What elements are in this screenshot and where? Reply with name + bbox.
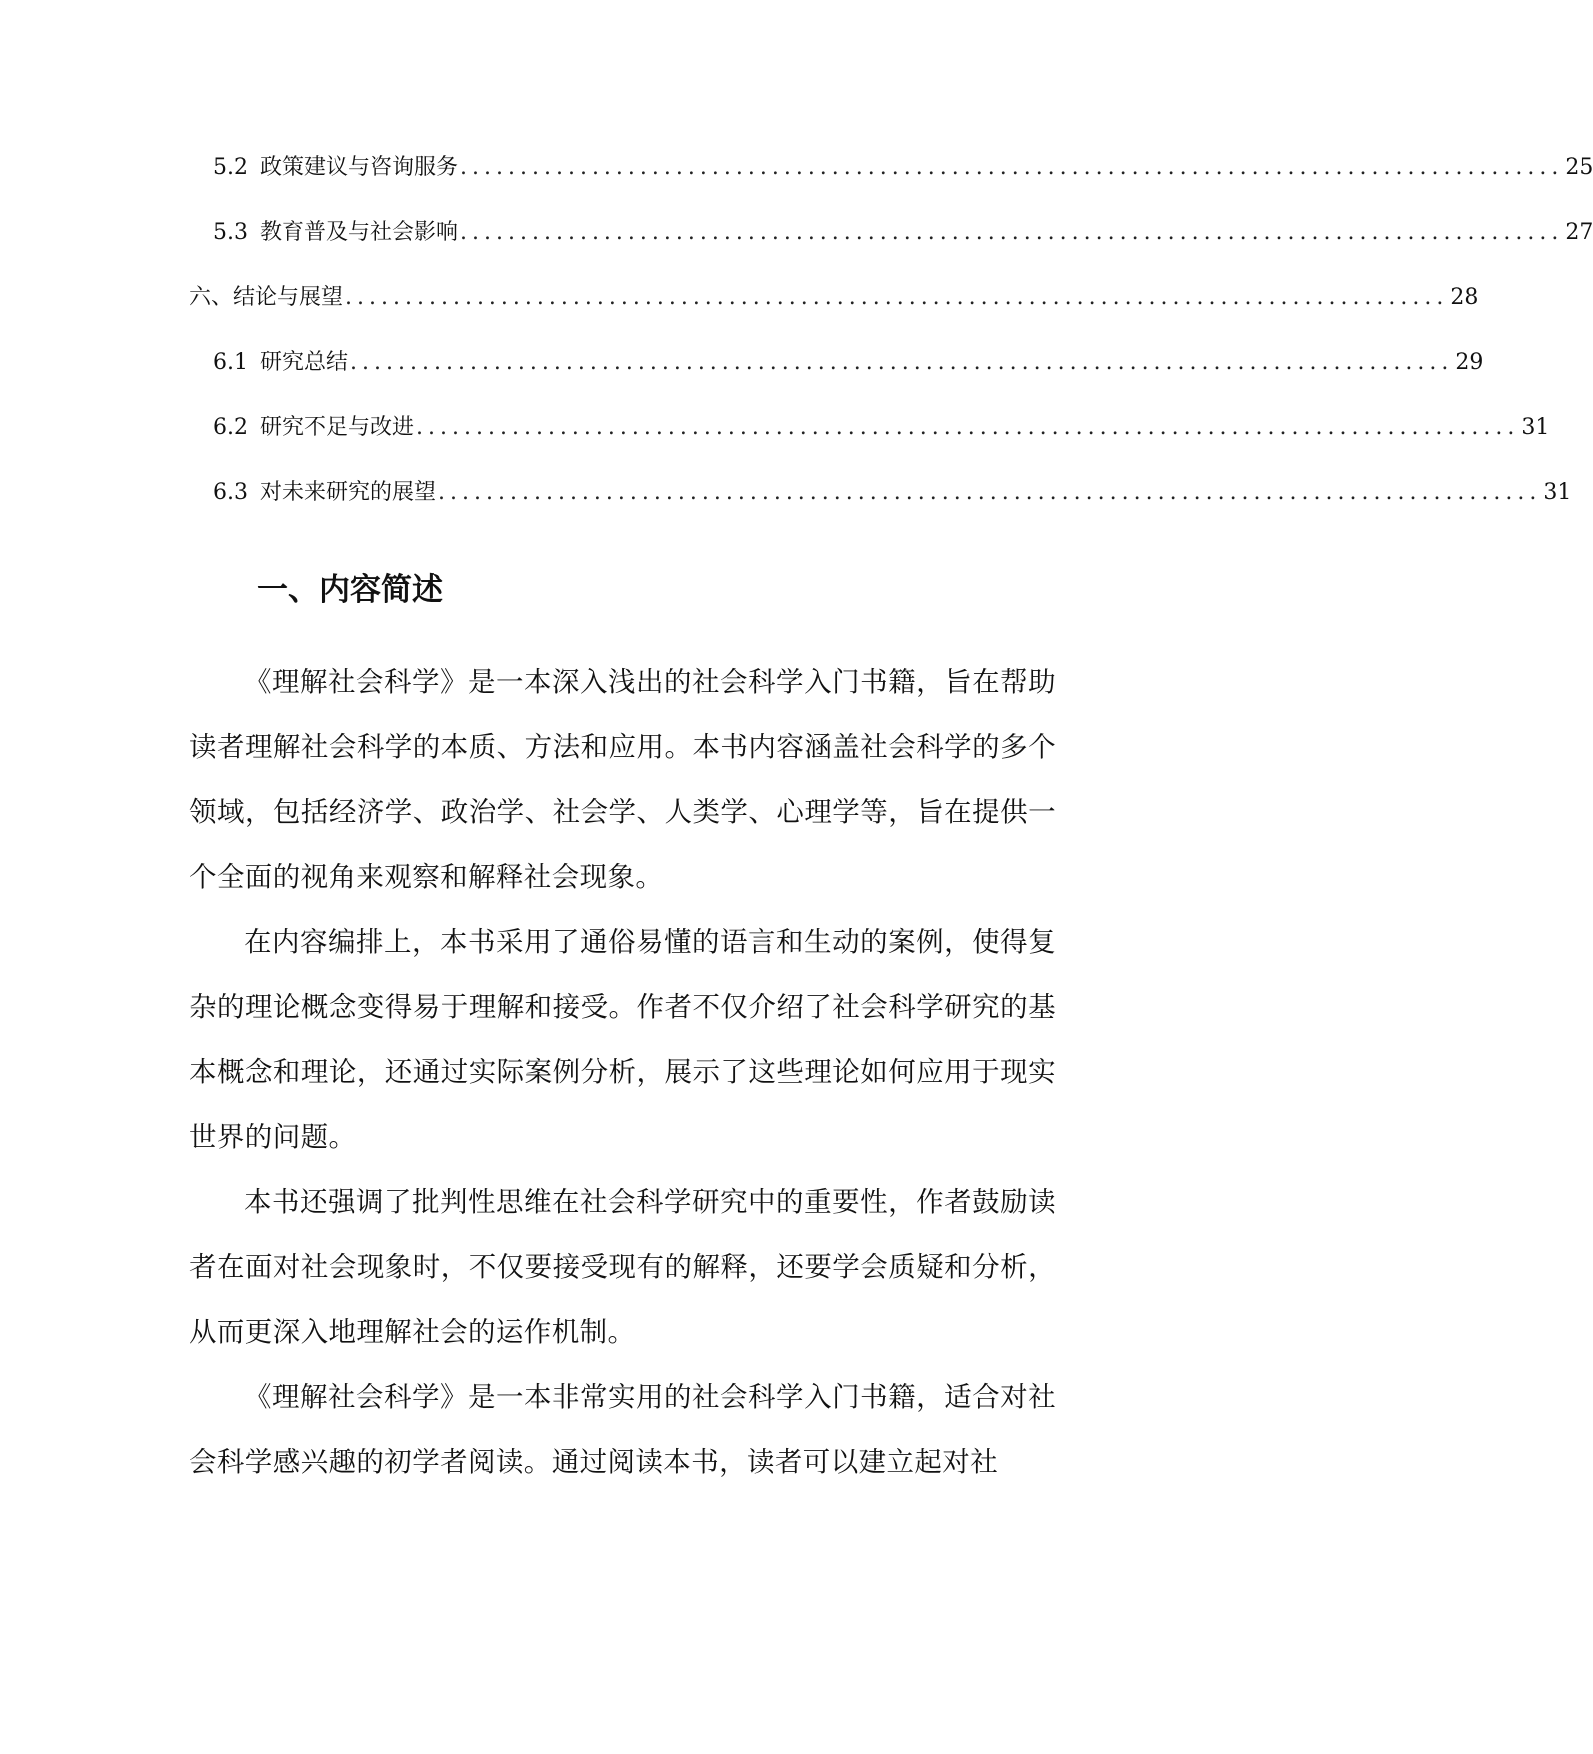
- toc-entry[interactable]: [213, 408, 1550, 448]
- toc-leader-dots: ............................................................................................: [438, 480, 1542, 505]
- toc-entry[interactable]: [189, 278, 1479, 318]
- section-body: [189, 650, 1056, 1495]
- body-paragraph: 在内容编排上，本书采用了通俗易懂的语言和生动的案例，使得复杂的理论概念变得易于理解和接受。作者不仅介绍了社会科学研究的基本概念和理论，还通过实际案例分析，展示了这些理论如何应用于现实世界的问题。: [189, 926, 1056, 1153]
- toc-entry[interactable]: [213, 148, 1593, 188]
- toc-entry-title: 教育普及与社会影响: [260, 220, 459, 245]
- toc-entry-title: 六、结论与展望: [189, 285, 344, 310]
- toc-entry-page: 27: [1565, 220, 1593, 245]
- toc-leader-dots: ............................................................................................: [416, 415, 1520, 440]
- toc-entry[interactable]: [213, 473, 1572, 513]
- toc-entry-page: 31: [1521, 415, 1550, 440]
- body-paragraph: 本书还强调了批判性思维在社会科学研究中的重要性，作者鼓励读者在面对社会现象时，不仅要接受现有的解释，还要学会质疑和分析，从而更深入地理解社会的运作机制。: [189, 1186, 1056, 1348]
- body-paragraph: 《理解社会科学》是一本非常实用的社会科学入门书籍，适合对社会科学感兴趣的初学者阅读。通过阅读本书，读者可以建立起对社: [189, 1381, 1056, 1478]
- toc-entry-page: 31: [1543, 480, 1572, 505]
- toc-entry-title: 研究总结: [260, 350, 349, 375]
- toc-entry-number: 5.2: [213, 155, 248, 180]
- toc-entry-page: 28: [1450, 285, 1479, 310]
- toc-entry-page: 29: [1455, 350, 1484, 375]
- toc-entry-title: 对未来研究的展望: [260, 480, 437, 505]
- toc-entry-number: 6.1: [213, 350, 248, 375]
- toc-entry[interactable]: [213, 213, 1593, 253]
- toc-leader-dots: ............................................................................................: [345, 285, 1449, 310]
- toc-leader-dots: ............................................................................................: [460, 220, 1564, 245]
- toc-entry-page: 25: [1565, 155, 1593, 180]
- toc-entry-number: 6.2: [213, 415, 248, 440]
- toc-leader-dots: ............................................................................................: [350, 350, 1454, 375]
- toc-entry-number: 5.3: [213, 220, 248, 245]
- section-heading: 一、内容简述: [257, 572, 443, 608]
- toc-entry[interactable]: [213, 343, 1484, 383]
- toc-entry-title: 政策建议与咨询服务: [260, 155, 459, 180]
- toc-entry-number: 6.3: [213, 480, 248, 505]
- toc-leader-dots: ............................................................................................: [460, 155, 1564, 180]
- toc-entry-title: 研究不足与改进: [260, 415, 415, 440]
- body-paragraph: 《理解社会科学》是一本深入浅出的社会科学入门书籍，旨在帮助读者理解社会科学的本质、方法和应用。本书内容涵盖社会科学的多个领域，包括经济学、政治学、社会学、人类学、心理学等，旨在提供一个全面的视角来观察和解释社会现象。: [189, 666, 1056, 893]
